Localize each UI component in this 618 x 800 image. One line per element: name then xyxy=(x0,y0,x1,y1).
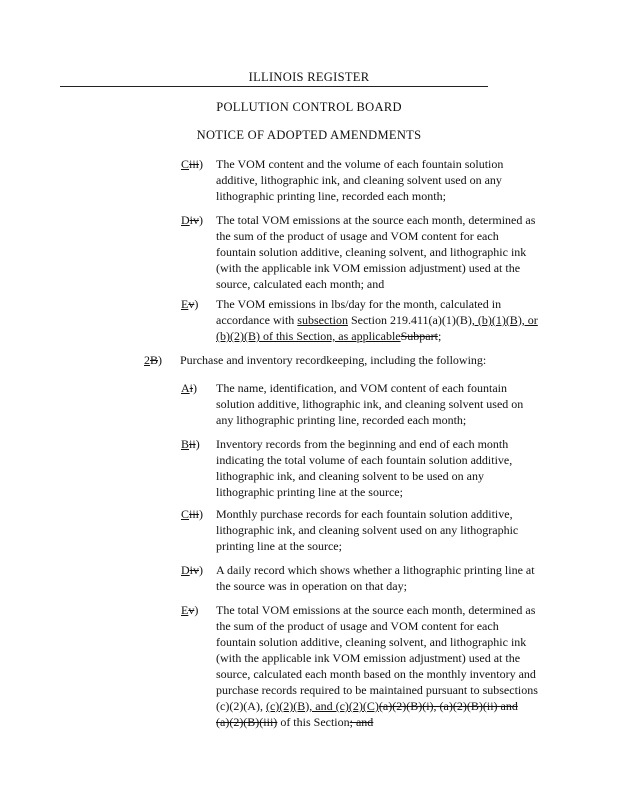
item-label-c: Ciii) xyxy=(181,157,204,171)
subitem-label-d: Div) xyxy=(181,563,204,577)
item-text-d: The total VOM emissions at the source each month, determined as the sum of the product of usage and VOM content for each fountain solution additive, cleaning solvent, and lithographic ink (with the applicable ink VOM emission adjustment) used at the source, calculated each month; and xyxy=(216,213,536,291)
subitem-text-c: Monthly purchase records for each fountain solution additive, lithographic ink, and cleaning solvent used on any lithographic printing line at the source; xyxy=(216,507,519,553)
subitem-text-d: A daily record which shows whether a lithographic printing line at the source was in operation on that day; xyxy=(216,563,535,593)
section-text-2: Purchase and inventory recordkeeping, including the following: xyxy=(180,353,487,367)
item-text-c: The VOM content and the volume of each fountain solution additive, lithographic ink, and cleaning solvent used on any lithographic printing line, recorded each month; xyxy=(216,157,504,203)
header-rule xyxy=(60,86,488,87)
item-label-e: Ev) xyxy=(181,297,199,311)
subitem-text-b: Inventory records from the beginning and end of each month indicating the total volume of each fountain solution additive, lithographic ink, and cleaning solvent to be used on any lithographic printing line at the source; xyxy=(216,437,513,499)
subitem-text-e: The total VOM emissions at the source each month, determined as the sum of the product of usage and VOM content for each fountain solution additive, cleaning solvent, and lithographic ink (with the applicable ink VOM emission adjustment) used at the source, calculated each month based on the monthly inventory and purchase records required to be maintained pursuant to subsections (c)(2)(A), (c)(2)(B), and (c)(2)(C)(a)(2)(B)(i), (a)(2)(B)(ii) and (a)(2)(B)(iii) of this Section; and xyxy=(216,603,538,729)
subitem-label-c: Ciii) xyxy=(181,507,204,521)
subitem-label-b: Bii) xyxy=(181,437,200,451)
subitem-label-a: Ai) xyxy=(181,381,198,395)
register-title: ILLINOIS REGISTER xyxy=(248,70,370,84)
item-label-d: Div) xyxy=(181,213,204,227)
item-text-e: The VOM emissions in lbs/day for the month, calculated in accordance with subsection Section 219.411(a)(1)(B), (b)(1)(B), or (b)(2)(B) of this Section, as applicableSubpart; xyxy=(216,297,538,343)
section-label-2: 2B) xyxy=(144,353,163,367)
notice-title: NOTICE OF ADOPTED AMENDMENTS xyxy=(196,128,422,142)
board-title: POLLUTION CONTROL BOARD xyxy=(216,100,402,114)
subitem-text-a: The name, identification, and VOM content of each fountain solution additive, lithographic ink, and cleaning solvent used on any lithographic printing line, recorded each month; xyxy=(216,381,524,427)
subitem-label-e: Ev) xyxy=(181,603,199,617)
